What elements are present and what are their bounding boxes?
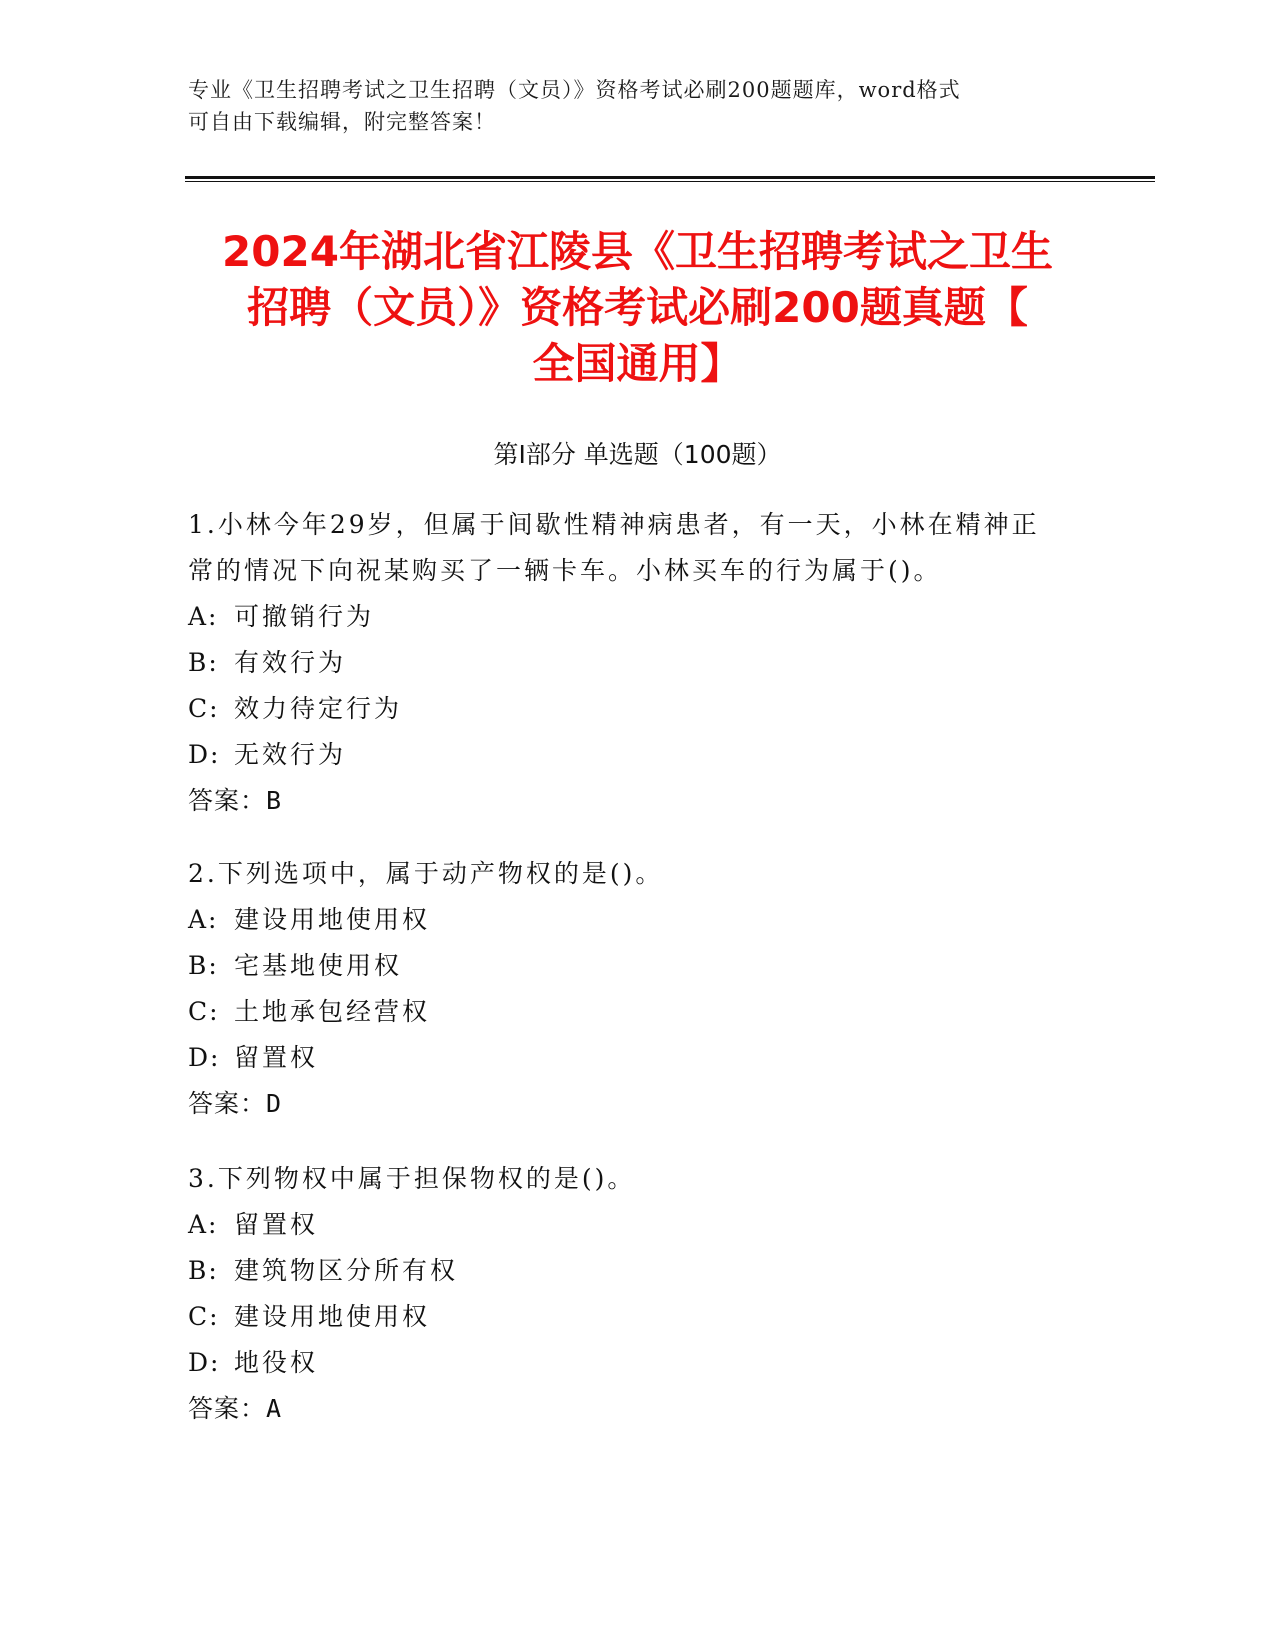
option-a: [188, 897, 1088, 943]
option-key: D:: [188, 740, 221, 769]
question-stem-line-2: 常的情况下向祝某购买了一辆卡车。小林买车的行为属于()。: [188, 556, 942, 585]
answer-label: 答案：: [188, 1394, 267, 1423]
option-key: B:: [188, 1256, 219, 1285]
question-1: [188, 502, 1088, 824]
option-d: [188, 1340, 1088, 1386]
option-a: [188, 594, 1088, 640]
title-line-1: 2024年湖北省江陵县《卫生招聘考试之卫生: [222, 227, 1053, 276]
option-text: 无效行为: [234, 740, 347, 769]
option-key: C:: [188, 997, 220, 1026]
option-text: 建设用地使用权: [234, 905, 431, 934]
option-text: 留置权: [234, 1210, 319, 1239]
answer-value: A: [266, 1394, 283, 1423]
header-note-line-1: 专业《卫生招聘考试之卫生招聘（文员）》资格考试必刷200题题库，word格式: [188, 78, 961, 102]
option-key: D:: [188, 1348, 221, 1377]
document-title: [160, 224, 1115, 392]
answer-value: B: [266, 786, 283, 815]
option-text: 建筑物区分所有权: [234, 1256, 459, 1285]
answer-value: D: [266, 1089, 283, 1118]
question-stem: [188, 502, 1088, 594]
option-key: A:: [188, 905, 219, 934]
option-text: 有效行为: [234, 648, 347, 677]
option-key: D:: [188, 1043, 221, 1072]
question-stem-line-1: 2.下列选项中，属于动产物权的是()。: [188, 859, 664, 888]
answer-label: 答案：: [188, 786, 267, 815]
header-note: [188, 74, 1088, 138]
answer-line: [188, 778, 1088, 824]
option-key: B:: [188, 648, 219, 677]
header-note-line-2: 可自由下载编辑，附完整答案！: [188, 110, 496, 134]
title-line-2: 招聘（文员）》资格考试必刷200题真题【: [247, 283, 1028, 332]
option-key: B:: [188, 951, 219, 980]
option-c: [188, 686, 1088, 732]
option-key: A:: [188, 1210, 219, 1239]
option-d: [188, 732, 1088, 778]
option-text: 可撤销行为: [234, 602, 375, 631]
option-key: A:: [188, 602, 219, 631]
question-stem-line-1: 3.下列物权中属于担保物权的是()。: [188, 1164, 636, 1193]
option-a: [188, 1202, 1088, 1248]
option-c: [188, 989, 1088, 1035]
option-text: 宅基地使用权: [234, 951, 403, 980]
option-b: [188, 1248, 1088, 1294]
option-d: [188, 1035, 1088, 1081]
option-b: [188, 943, 1088, 989]
question-stem: [188, 851, 1088, 897]
option-text: 土地承包经营权: [234, 997, 431, 1026]
answer-label: 答案：: [188, 1089, 267, 1118]
option-text: 效力待定行为: [234, 694, 403, 723]
option-text: 建设用地使用权: [234, 1302, 431, 1331]
header-rule-thin: [185, 181, 1155, 182]
header-rule-thick: [185, 176, 1155, 179]
option-key: C:: [188, 1302, 220, 1331]
question-stem: [188, 1156, 1088, 1202]
answer-line: [188, 1386, 1088, 1432]
section-heading: 第Ⅰ部分 单选题（100题）: [493, 440, 782, 469]
question-3: [188, 1156, 1088, 1432]
option-c: [188, 1294, 1088, 1340]
question-stem-line-1: 1.小林今年29岁，但属于间歇性精神病患者，有一天，小林在精神正: [188, 510, 1040, 539]
option-text: 地役权: [234, 1348, 319, 1377]
answer-line: [188, 1081, 1088, 1127]
option-b: [188, 640, 1088, 686]
option-text: 留置权: [234, 1043, 319, 1072]
question-2: [188, 851, 1088, 1127]
title-line-3: 全国通用】: [532, 339, 743, 388]
option-key: C:: [188, 694, 220, 723]
